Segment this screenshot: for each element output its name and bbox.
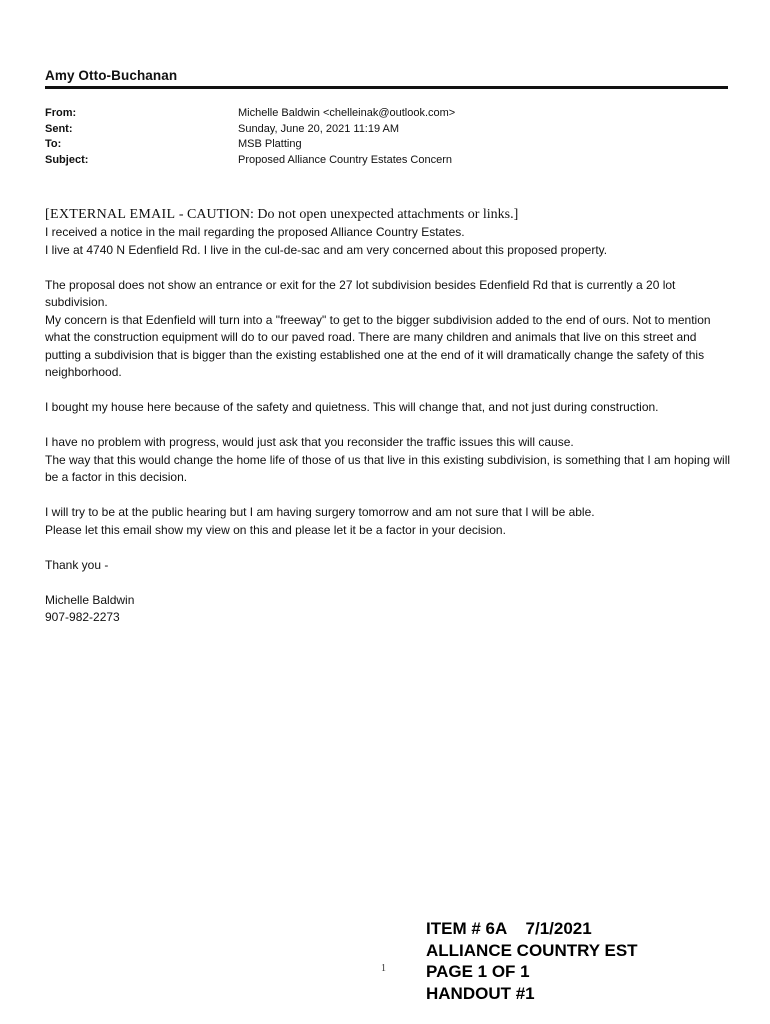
body-line: I live at 4740 N Edenfield Rd. I live in the cul-de-sac and am very concerned about this proposed property. bbox=[45, 242, 608, 257]
body-line: The way that this would change the home life of those of us that live in this existing subdivision, is something that I am hoping will be a factor in this decision. bbox=[45, 452, 731, 484]
body-line: My concern is that Edenfield will turn into a "freeway" to get to the bigger subdivision added to the end of ours. Not to mention what the construction equipment will do to our paved road. There are many children and animals that live on this street and putting a subdivision that is bigger than the existing established one at the end of it will dramatically change the safety of this neighborhood. bbox=[45, 312, 711, 379]
email-to-value: MSB Platting bbox=[238, 138, 302, 150]
paragraph-gap bbox=[45, 259, 735, 277]
body-line: The proposal does not show an entrance or exit for the 27 lot subdivision besides Edenfield Rd that is currently a 20 lot subdivision. bbox=[45, 277, 676, 309]
stamp-handout: HANDOUT #1 bbox=[426, 983, 535, 1003]
email-body bbox=[45, 224, 735, 627]
page-number: 1 bbox=[381, 963, 386, 974]
handout-stamp bbox=[426, 918, 638, 1004]
body-line: I will try to be at the public hearing but I am having surgery tomorrow and am not sure that I will be able. bbox=[45, 505, 595, 519]
body-line: I bought my house here because of the safety and quietness. This will change that, and not just during construction. bbox=[45, 400, 659, 414]
email-to-label: To: bbox=[45, 138, 62, 150]
stamp-page: PAGE 1 OF 1 bbox=[426, 962, 530, 981]
email-subject-row bbox=[45, 153, 455, 169]
email-to-row bbox=[45, 137, 455, 153]
stamp-date: 7/1/2021 bbox=[525, 919, 592, 938]
stamp-project: ALLIANCE COUNTRY EST bbox=[426, 940, 638, 960]
email-sent-value: Sunday, June 20, 2021 11:19 AM bbox=[238, 122, 400, 135]
body-line: I have no problem with progress, would just ask that you reconsider the traffic issues this will cause. bbox=[45, 435, 574, 449]
stamp-item-line bbox=[426, 918, 638, 940]
stamp-item: ITEM # 6A bbox=[426, 919, 507, 938]
paragraph-gap bbox=[45, 539, 735, 557]
paragraph-gap bbox=[45, 574, 735, 592]
paragraph-gap bbox=[45, 382, 735, 400]
external-email-banner bbox=[45, 207, 518, 223]
external-email-tag: [EXTERNAL EMAIL bbox=[45, 207, 176, 222]
external-email-caution: - CAUTION: Do not open unexpected attachments or links.] bbox=[175, 207, 519, 222]
mailbox-owner-name: Amy Otto-Buchanan bbox=[45, 68, 178, 83]
email-subject-value: Proposed Alliance Country Estates Concern bbox=[238, 153, 453, 166]
header-rule bbox=[45, 86, 728, 89]
email-subject-label: Subject: bbox=[45, 153, 89, 166]
email-from-value: Michelle Baldwin <chelleinak@outlook.com> bbox=[238, 107, 456, 119]
signature-name: Michelle Baldwin bbox=[45, 592, 135, 607]
email-from-row bbox=[45, 106, 455, 122]
body-line: I received a notice in the mail regarding the proposed Alliance Country Estates. bbox=[45, 225, 465, 239]
paragraph-gap bbox=[45, 417, 735, 435]
signature-phone: 907-982-2273 bbox=[45, 610, 120, 624]
email-sent-row bbox=[45, 122, 455, 138]
paragraph-gap bbox=[45, 487, 735, 505]
email-from-label: From: bbox=[45, 107, 77, 119]
closing-line: Thank you - bbox=[45, 557, 109, 572]
email-sent-label: Sent: bbox=[45, 122, 73, 135]
body-line: Please let this email show my view on this and please let it be a factor in your decision. bbox=[45, 522, 506, 537]
email-header-fields bbox=[45, 106, 455, 168]
